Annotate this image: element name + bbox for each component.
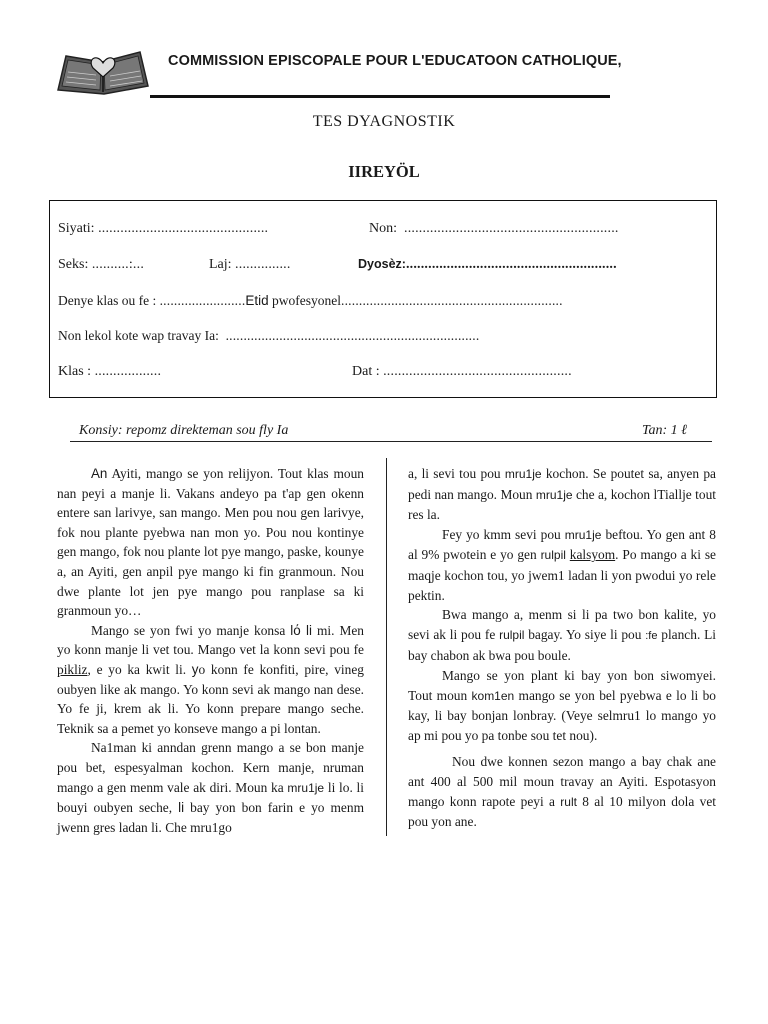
time-allowed: Tan: 1 ℓ <box>642 423 687 438</box>
laj-label: Laj: <box>209 257 232 272</box>
book-heart-logo-icon <box>54 46 152 98</box>
text-span: mru1je <box>287 780 325 795</box>
lekol-blank[interactable]: ....................................................................... <box>225 328 480 343</box>
dat-label: Dat : <box>352 364 380 379</box>
text-span: Mango se yon fwi yo manje konsa <box>91 622 291 638</box>
header-rule <box>150 95 610 98</box>
non-blank[interactable]: .......................................................... <box>404 221 619 236</box>
denye-klas-field[interactable] <box>58 293 563 309</box>
text-span: Mango se yon plant ki bay yon bon siwomyei. Tout moun <box>408 667 716 703</box>
paragraph <box>57 621 364 739</box>
paragraph <box>57 738 364 837</box>
instructions-rule <box>70 441 712 442</box>
text-span: a, li sevi tou pou <box>408 466 505 481</box>
paragraph <box>408 525 716 605</box>
text-span: mru1je <box>535 487 573 502</box>
text-span: kochon. Se poutet sa, anyen pa pedi nan mango. Moun <box>408 466 716 502</box>
pwofesyonel-blank[interactable]: .............................................................. <box>341 293 563 308</box>
dat-field[interactable] <box>352 364 572 380</box>
column-divider <box>386 458 387 836</box>
denye-klas-blank[interactable]: ........................ <box>159 293 246 308</box>
lekol-label: Non lekol kote wap travay Ia: <box>58 328 219 343</box>
text-span: mango se yon bel pyebwa e lo li bo kay, li bay bonjan lonbray. (Veye selmru1 lo mango yo ap mi pou yo pa tonbe sou tet nou). <box>408 687 716 743</box>
text-span: y <box>191 661 199 677</box>
text-span: lό li <box>290 622 312 638</box>
text-span: Fey yo kmm sevi pou <box>442 526 565 542</box>
laj-blank[interactable]: ............... <box>235 257 291 272</box>
dyose-label: Dyosèz: <box>358 257 406 271</box>
siyati-field[interactable] <box>58 221 268 237</box>
paragraph <box>408 464 716 525</box>
text-span: . Po mango a ki se maqje kochon tou, yo jwem1 ladan li yon pwodui yo rele pektin. <box>408 547 716 603</box>
non-label: Non: <box>369 221 397 236</box>
dyose-field[interactable] <box>358 257 617 273</box>
organization-logo <box>54 46 152 98</box>
seks-blank[interactable]: ..........:... <box>91 257 145 272</box>
paragraph <box>408 605 716 666</box>
klas-label: Klas : <box>58 364 92 379</box>
text-span: Na1man ki anndan grenn mango a se bon manje pou bet, espesyalman kochon. Kern manje, nruman mango a gen menm vale ak diri. Moun ka <box>57 740 364 795</box>
organization-name: COMMISSION EPISCOPALE POUR L'EDUCATOON CATHOLIQUE, <box>168 53 622 69</box>
dyose-blank[interactable]: ......................................................... <box>405 257 617 272</box>
siyati-blank[interactable]: .............................................. <box>98 221 269 236</box>
text-span: rulpil <box>499 627 525 642</box>
text-span: beftou. Yo gen ant 8 al 9% pwotein e yo gen <box>408 526 716 563</box>
text-span: mru1je <box>564 527 602 542</box>
underlined-word: pikliz <box>57 661 88 677</box>
test-title: TES DYAGNOSTIK <box>312 113 456 130</box>
article-left-column <box>57 464 364 837</box>
text-span: mi. Men yo konn manje li vet tou. Mango vet la konn sevi pou fe <box>57 622 364 658</box>
instructions-text: Konsiy: repomz direkteman sou fly Ia <box>79 423 289 438</box>
text-span: An <box>91 466 108 481</box>
text-span: bagay. Yo siye li pou <box>524 626 646 642</box>
seks-label: Seks: <box>58 257 89 272</box>
denye-klas-label: Denye klas ou fe : <box>58 293 157 308</box>
article-right-column <box>408 464 716 832</box>
dat-blank[interactable]: ................................................... <box>383 364 572 379</box>
text-span: bay yon bon farin e yo menm jwenn gres ladan li. Che mru1go <box>57 800 364 835</box>
etid-label: Etid <box>245 293 269 308</box>
student-info-form <box>49 200 717 398</box>
pwofesyonel-label: pwofesyonel <box>272 293 342 308</box>
text-span: kom1en <box>471 688 515 703</box>
text-span: o konn fe konfiti, pire, vineg oubyen like ak mango. Yo konn sevi ak mango nan dese. Yo fe ji, krem ak li. Yo konn prepare mango seche. Teknik sa a pemet yo konseve mango a pi lontan. <box>57 661 364 736</box>
non-field[interactable] <box>369 221 619 237</box>
text-span: rult <box>560 794 577 809</box>
seks-field[interactable] <box>58 257 144 273</box>
laj-field[interactable] <box>209 257 291 273</box>
paragraph <box>408 752 716 831</box>
text-span: che a, kochon lTiallje tout res la. <box>408 486 716 523</box>
paragraph <box>408 666 716 745</box>
text-span: li <box>178 800 185 816</box>
text-span: :fe <box>645 629 658 642</box>
lekol-field[interactable] <box>58 328 479 344</box>
text-span: 8 al 10 milyon dola vet pou yon ane. <box>408 793 716 830</box>
klas-field[interactable] <box>58 364 161 380</box>
text-span: mru1je <box>504 467 542 481</box>
test-subject: IIREYÖL <box>348 162 420 181</box>
text-span: li lo. li bouyi oubyen seche, <box>57 779 364 816</box>
text-span: rulpil <box>540 548 566 563</box>
text-span: Nou dwe konnen sezon mango a bay chak ane ant 400 al 500 mil moun travay an Ayiti. Espotasyon mango konn rapote peyi a <box>408 754 716 809</box>
text-span: Bwa mango a, menm si li pa two bon kalite, yo sevi ak li pou fe <box>408 607 716 642</box>
klas-blank[interactable]: .................. <box>94 364 162 379</box>
paragraph <box>57 464 364 621</box>
text-span: Ayiti, mango se yon relijyon. Tout klas moun nan peyi a manje li. Vakans andeyo pa t'ap gen okenn entere san larivye, san mango. Men pou nou gen larivye, fok nou plante pyebwa nan mon yo. Pou nou kontinye gen mango, fok nou plante lot pye mango, paske, kounye a, an Ayiti, gen anpil pye mango ki fin granmoun. Nou dwe plante lot jen pye mango pou ranplase sa ki granmoun yo… <box>57 466 364 619</box>
text-span: , e yo ka kwit li. <box>87 661 192 677</box>
text-span: planch. Li bay chabon ak bwa pou boule. <box>408 626 716 664</box>
siyati-label: Siyati: <box>58 221 95 236</box>
underlined-word: kalsyom <box>569 547 616 563</box>
